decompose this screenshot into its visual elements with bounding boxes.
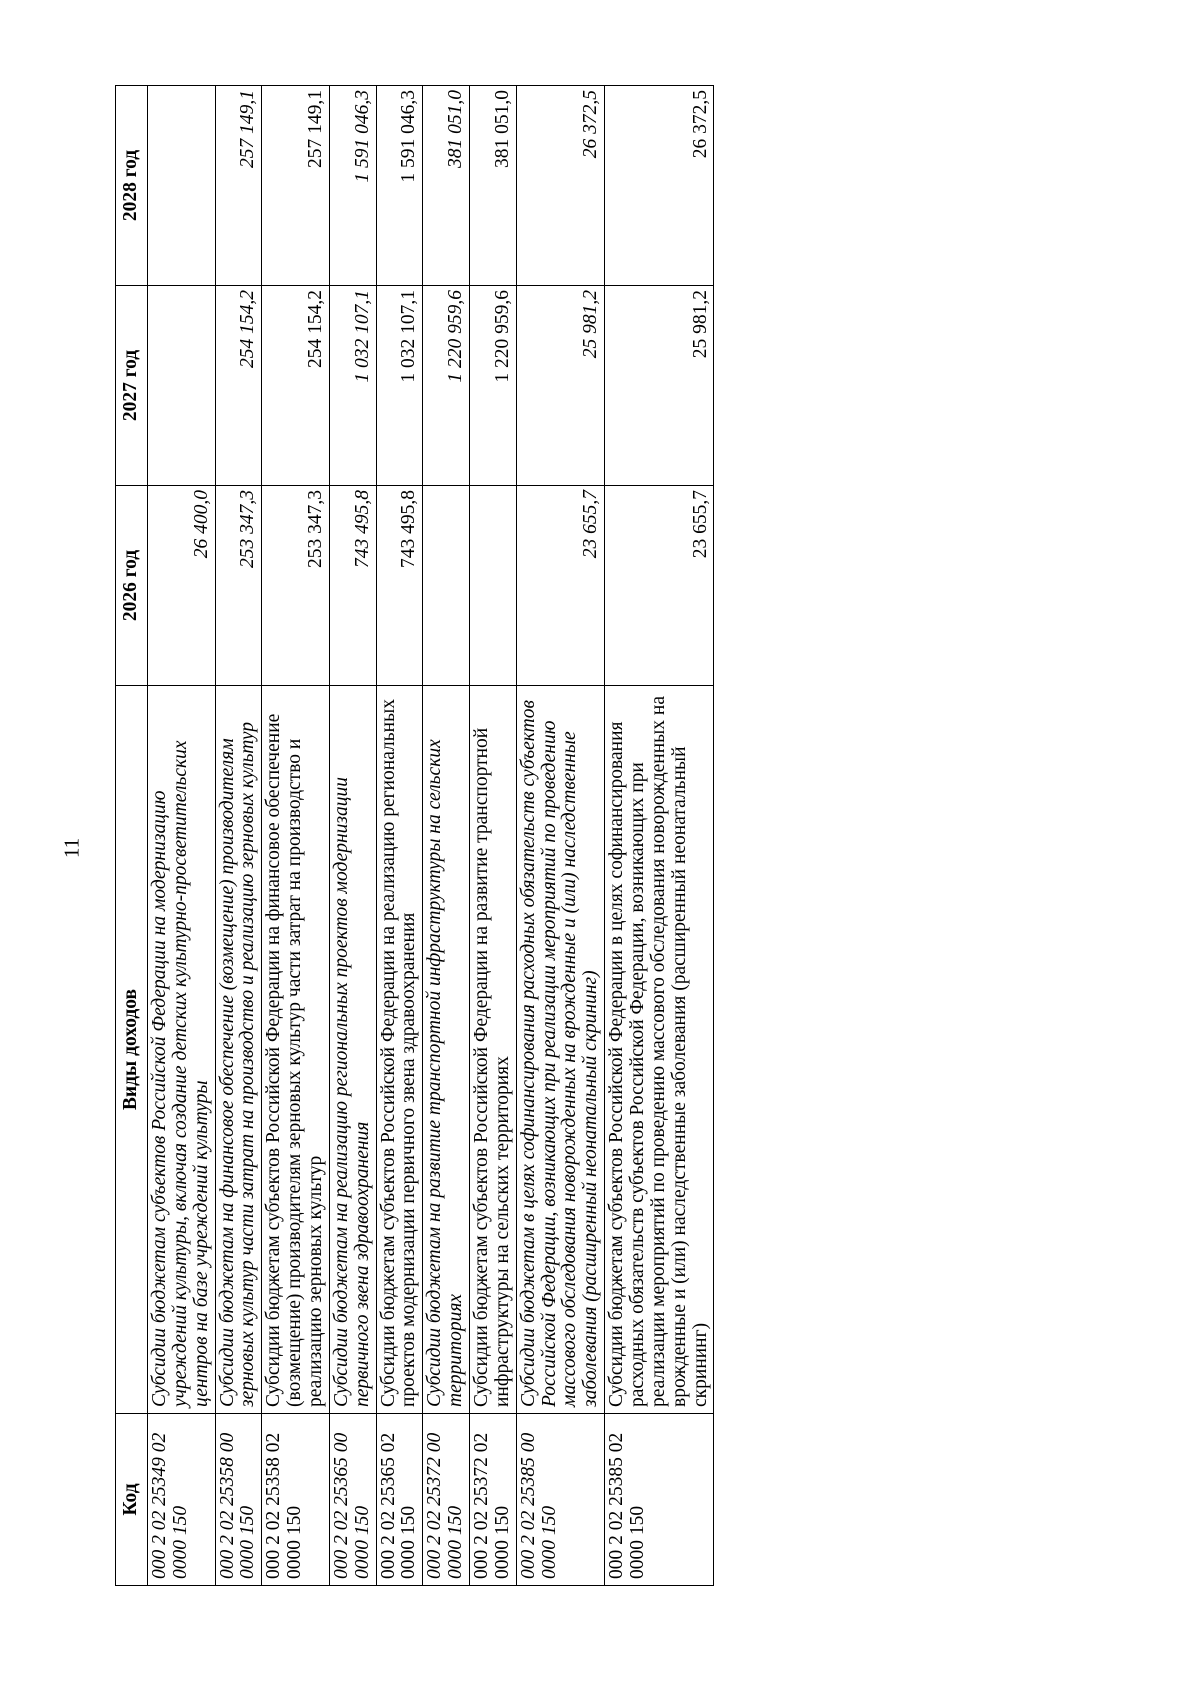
cell-2026: 26 400,0	[148, 486, 216, 686]
table-header-row	[116, 86, 148, 1586]
cell-revenue-type: Субсидии бюджетам на реализацию региональных проектов модернизации первичного звена здравоохранения	[329, 686, 376, 1414]
cell-revenue-type: Субсидии бюджетам субъектов Российской Федерации на модернизацию учреждений культуры, включая создание детских культурно-просветительских центров на базе учреждений культуры	[148, 686, 216, 1414]
cell-2026: 23 655,7	[516, 486, 604, 686]
cell-2026: 23 655,7	[605, 486, 714, 686]
cell-2028	[148, 86, 216, 286]
cell-2026	[423, 486, 470, 686]
cell-2027: 25 981,2	[516, 286, 604, 486]
cell-2027: 1 032 107,1	[376, 286, 423, 486]
table-row	[329, 86, 376, 1586]
cell-code: 000 2 02 25358 00 0000 150	[215, 1414, 262, 1586]
header-2028: 2028 год	[116, 86, 148, 286]
table-row	[148, 86, 216, 1586]
table-row	[423, 86, 470, 1586]
cell-2027: 1 220 959,6	[423, 286, 470, 486]
cell-revenue-type: Субсидии бюджетам на развитие транспортной инфраструктуры на сельских территориях	[423, 686, 470, 1414]
cell-revenue-type: Субсидии бюджетам на финансовое обеспечение (возмещение) производителям зерновых культур части затрат на производство и реализацию зерновых культур	[215, 686, 262, 1414]
table-row	[470, 86, 517, 1586]
cell-2027: 1 032 107,1	[329, 286, 376, 486]
table-row	[376, 86, 423, 1586]
header-code: Код	[116, 1414, 148, 1586]
header-revenue-type: Виды доходов	[116, 686, 148, 1414]
cell-2026: 253 347,3	[215, 486, 262, 686]
cell-code: 000 2 02 25385 00 0000 150	[516, 1414, 604, 1586]
cell-2026: 743 495,8	[329, 486, 376, 686]
cell-2026	[470, 486, 517, 686]
cell-2026: 743 495,8	[376, 486, 423, 686]
table-row	[605, 86, 714, 1586]
cell-2027: 25 981,2	[605, 286, 714, 486]
table-body	[148, 86, 714, 1586]
cell-2026: 253 347,3	[262, 486, 330, 686]
page-number: 11	[59, 837, 84, 859]
cell-2028: 1 591 046,3	[376, 86, 423, 286]
cell-2028: 257 149,1	[215, 86, 262, 286]
cell-2027: 254 154,2	[215, 286, 262, 486]
table-row	[215, 86, 262, 1586]
table-row	[516, 86, 604, 1586]
cell-code: 000 2 02 25365 02 0000 150	[376, 1414, 423, 1586]
cell-code: 000 2 02 25372 02 0000 150	[470, 1414, 517, 1586]
cell-code: 000 2 02 25372 00 0000 150	[423, 1414, 470, 1586]
cell-2028: 381 051,0	[470, 86, 517, 286]
table-row	[262, 86, 330, 1586]
header-2027: 2027 год	[116, 286, 148, 486]
cell-revenue-type: Субсидии бюджетам субъектов Российской Федерации на развитие транспортной инфраструктуры на сельских территориях	[470, 686, 517, 1414]
cell-code: 000 2 02 25365 00 0000 150	[329, 1414, 376, 1586]
cell-code: 000 2 02 25385 02 0000 150	[605, 1414, 714, 1586]
revenue-table	[115, 85, 714, 1586]
cell-2028: 381 051,0	[423, 86, 470, 286]
cell-2027	[148, 286, 216, 486]
cell-2028: 257 149,1	[262, 86, 330, 286]
cell-revenue-type: Субсидии бюджетам в целях софинансирования расходных обязательств субъектов Российской Федерации, возникающих при реализации мероприятий по проведению массового обследования новорожденных на врожденные и (или) наследственные заболевания (расширенный неонатальный скрининг)	[516, 686, 604, 1414]
cell-revenue-type: Субсидии бюджетам субъектов Российской Федерации на финансовое обеспечение (возмещение) производителям зерновых культур части затрат на производство и реализацию зерновых культур	[262, 686, 330, 1414]
header-2026: 2026 год	[116, 486, 148, 686]
cell-code: 000 2 02 25358 02 0000 150	[262, 1414, 330, 1586]
cell-2027: 1 220 959,6	[470, 286, 517, 486]
cell-2028: 1 591 046,3	[329, 86, 376, 286]
rotated-table-container	[115, 86, 1085, 1586]
cell-2028: 26 372,5	[605, 86, 714, 286]
cell-revenue-type: Субсидии бюджетам субъектов Российской Федерации в целях софинансирования расходных обязательств субъектов Российской Федерации, возникающих при реализации мероприятий по проведению массового обследования новорожденных на врожденные и (или) наследственные заболевания (расширенный неонатальный скрининг)	[605, 686, 714, 1414]
cell-2028: 26 372,5	[516, 86, 604, 286]
cell-code: 000 2 02 25349 02 0000 150	[148, 1414, 216, 1586]
cell-2027: 254 154,2	[262, 286, 330, 486]
cell-revenue-type: Субсидии бюджетам субъектов Российской Федерации на реализацию региональных проектов модернизации первичного звена здравоохранения	[376, 686, 423, 1414]
